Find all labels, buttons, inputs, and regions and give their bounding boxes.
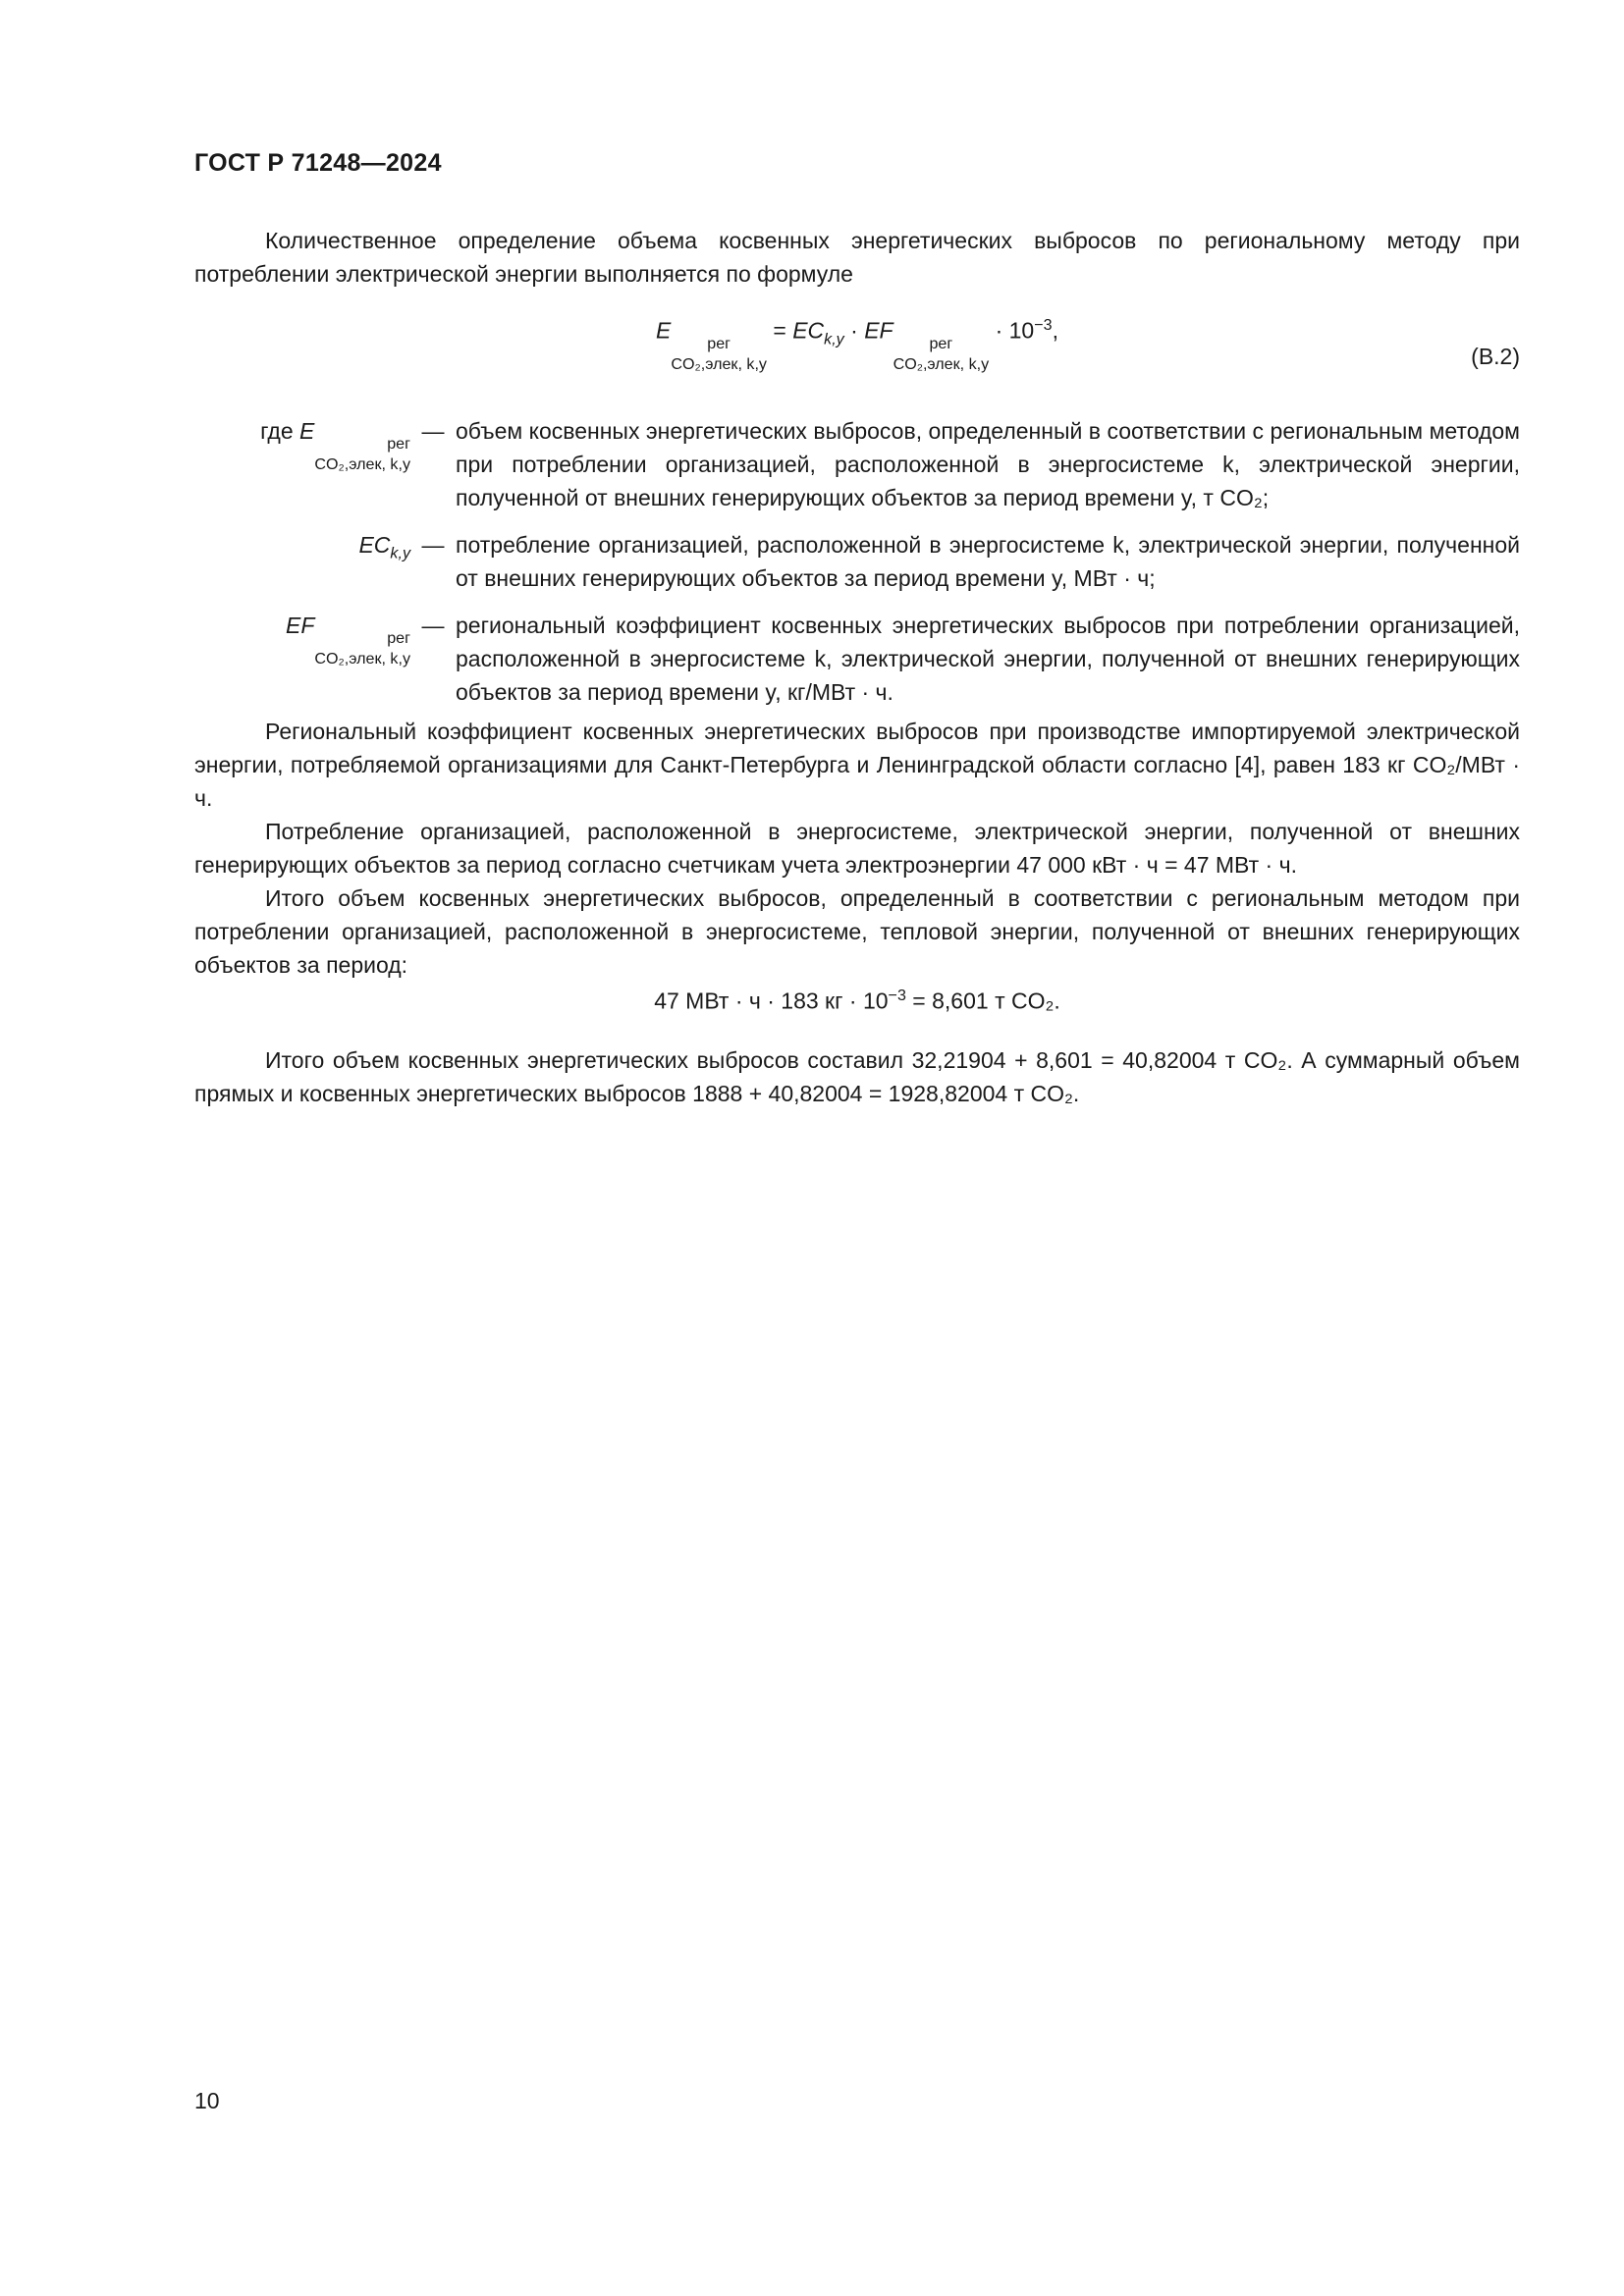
body-paragraph: Региональный коэффициент косвенных энергетических выбросов при производстве импортируемой электрической энергии, потребляемой организациями для Санкт-Петербурга и Ленинградской области согласно [4], равен 183 кг CO₂/МВт · ч. xyxy=(194,719,1520,811)
formula-expression xyxy=(194,316,1520,373)
formula-dot: · xyxy=(850,317,858,344)
formula-ef-sup: рег xyxy=(929,334,953,352)
formula-ef-sub: CO₂,элек, k,y xyxy=(893,354,990,373)
formula-tail: · 10 xyxy=(995,317,1035,344)
conclusion-paragraph: Итого объем косвенных энергетических выбросов составил 32,21904 + 8,601 = 40,82004 т CO₂. А суммарный объем прямых и косвенных энергетических выбросов 1888 + 40,82004 = 1928,82004 т CO₂. xyxy=(194,1047,1520,1106)
where-dash: — xyxy=(421,613,445,638)
intro-block xyxy=(194,224,1520,291)
where-description: региональный коэффициент косвенных энергетических выбросов при потреблении организацией, расположенной в энергосистеме k, электрической энергии, полученной от внешних генерирующих объектов за период времени y, кг/МВт · ч. xyxy=(456,613,1520,705)
formula-lhs-symbol: E xyxy=(656,317,672,344)
formula-number: (В.2) xyxy=(1471,344,1520,369)
where-symbol-sub: k,y xyxy=(390,544,410,562)
page-number: 10 xyxy=(194,2088,220,2113)
formula-ec-symbol: EC xyxy=(792,317,825,344)
where-symbol: EC xyxy=(358,532,391,558)
where-symbol-sup: рег xyxy=(387,435,410,453)
where-dash: — xyxy=(421,532,445,558)
where-dash: — xyxy=(421,418,445,444)
formula-ec-sub: k,y xyxy=(824,330,844,348)
calc-lead: 47 МВт · ч · 183 кг · 10 xyxy=(654,988,889,1014)
where-item xyxy=(194,414,1520,514)
formula-ef-symbol: EF xyxy=(864,317,893,344)
body-paragraph: Потребление организацией, расположенной в энергосистеме, электрической энергии, полученной от внешних генерирующих объектов за период согласно счетчикам учета электроэнергии 47 000 кВт · ч = 47 МВт · ч. xyxy=(194,819,1520,878)
body-block xyxy=(194,715,1520,982)
body-paragraph: Итого объем косвенных энергетических выбросов, определенный в соответствии с региональным методом при потреблении организацией, расположенной в энергосистеме, тепловой энергии, полученной от внешних генерирующих объектов за период: xyxy=(194,885,1520,978)
where-symbol-sub: CO₂,элек, k,y xyxy=(314,454,410,473)
calc-tail: = 8,601 т CO₂. xyxy=(912,988,1060,1014)
where-description: потребление организацией, расположенной в энергосистеме k, электрической энергии, полученной от внешних генерирующих объектов за период времени y, МВт · ч; xyxy=(456,532,1520,591)
where-item xyxy=(194,609,1520,709)
formula-b2 xyxy=(194,316,1520,373)
where-symbol: EF xyxy=(286,613,315,638)
where-symbol: E xyxy=(299,418,315,444)
where-item xyxy=(194,528,1520,595)
intro-paragraph: Количественное определение объема косвенных энергетических выбросов по региональному методу при потреблении электрической энергии выполняется по формуле xyxy=(194,228,1520,287)
where-description: объем косвенных энергетических выбросов, определенный в соответствии с региональным методом при потреблении организацией, расположенной в энергосистеме k, электрической энергии, полученной от внешних генерирующих объектов за период времени y, т CO₂; xyxy=(456,418,1520,510)
formula-lhs-sub: CO₂,элек, k,y xyxy=(671,354,767,373)
conclusion-block xyxy=(194,1043,1520,1110)
where-symbol-sub: CO₂,элек, k,y xyxy=(314,649,410,667)
where-prefix: где xyxy=(260,418,294,444)
formula-lhs-sup: рег xyxy=(707,334,731,352)
where-block xyxy=(194,414,1520,722)
calculation-formula xyxy=(194,987,1520,1015)
where-symbol-sup: рег xyxy=(387,629,410,647)
formula-equals: = xyxy=(773,317,786,344)
standard-designation: ГОСТ Р 71248—2024 xyxy=(194,149,442,177)
formula-tail-end: , xyxy=(1052,317,1058,344)
formula-exponent: −3 xyxy=(1034,316,1053,334)
calc-exponent: −3 xyxy=(888,987,906,1004)
